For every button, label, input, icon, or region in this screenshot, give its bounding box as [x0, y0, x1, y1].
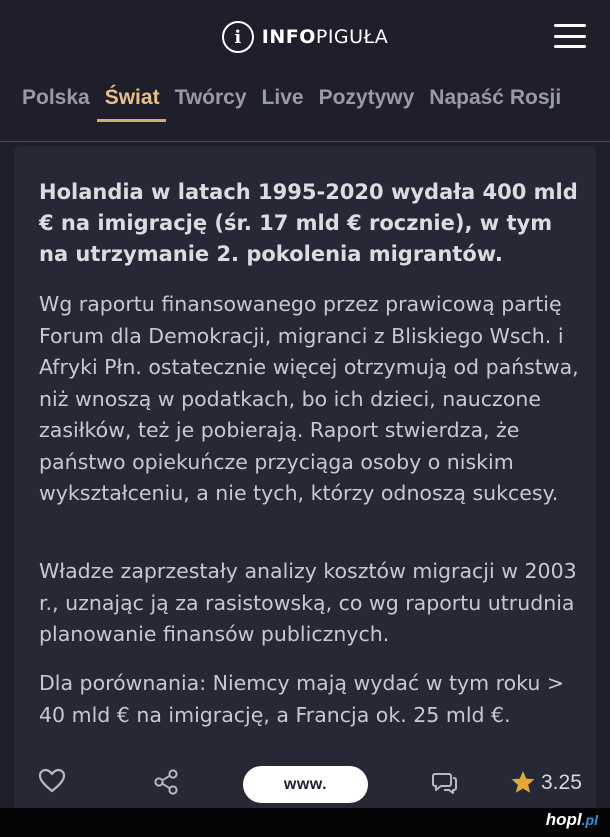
- tab-napasc-rosji[interactable]: Napaść Rosji: [429, 86, 562, 109]
- hamburger-icon[interactable]: [554, 24, 586, 48]
- logo[interactable]: [222, 21, 388, 53]
- rating-value: 3.25: [541, 770, 582, 794]
- info-icon: i: [222, 21, 254, 53]
- comment-icon[interactable]: [431, 768, 459, 800]
- heart-icon[interactable]: [38, 768, 66, 798]
- tab-tworcy[interactable]: Twórcy: [174, 86, 247, 109]
- tab-pozytywy[interactable]: Pozytywy: [318, 86, 415, 109]
- bottom-strip: [0, 808, 610, 837]
- category-tabs: [0, 86, 610, 130]
- article-paragraph: Dla porównania: Niemcy mają wydać w tym roku > 40 mld € na imigrację, a Francja ok. 25 mld €.: [39, 671, 565, 727]
- watermark-suffix: .pl: [581, 812, 598, 828]
- website-button[interactable]: www.: [243, 766, 368, 803]
- watermark-main: hopl: [545, 810, 582, 829]
- share-icon[interactable]: [152, 768, 180, 800]
- tabs-divider: [0, 141, 610, 142]
- article-headline[interactable]: Holandia w latach 1995-2020 wydała 400 mld € na imigrację (śr. 17 mld € rocznie), w tym na utrzymanie 2. pokolenia migrantów.: [39, 180, 578, 266]
- article-paragraph: Władze zaprzestały analizy kosztów migracji w 2003 r., uznając ją za rasistowską, co wg raportu utrudnia planowanie finansów publicznych.: [39, 559, 577, 646]
- tab-swiat[interactable]: Świat: [105, 86, 160, 122]
- logo-text-light: PIGUŁA: [315, 26, 389, 48]
- tab-polska[interactable]: Polska: [22, 86, 90, 109]
- article-paragraph: Wg raportu finansowanego przez prawicową partię Forum dla Demokracji, migranci z Bliskiego Wsch. i Afryki Płn. ostatecznie więcej otrzymują od państwa, niż wnoszą w podatkach, bo ich dzieci, nauczone zasiłków, też je pobierają. Raport stwierdza, że państwo opiekuńcze przyciąga osoby o niskim wykształceniu, a nie tych, którzy odnoszą sukcesy.: [39, 292, 579, 505]
- tab-live[interactable]: Live: [261, 86, 304, 109]
- article-actions: [0, 760, 610, 810]
- logo-text-bold: INFO: [261, 26, 316, 48]
- top-header: [0, 0, 610, 74]
- star-icon: [510, 770, 536, 795]
- rating[interactable]: [510, 770, 582, 795]
- watermark: [546, 810, 598, 830]
- logo-text: [262, 26, 388, 48]
